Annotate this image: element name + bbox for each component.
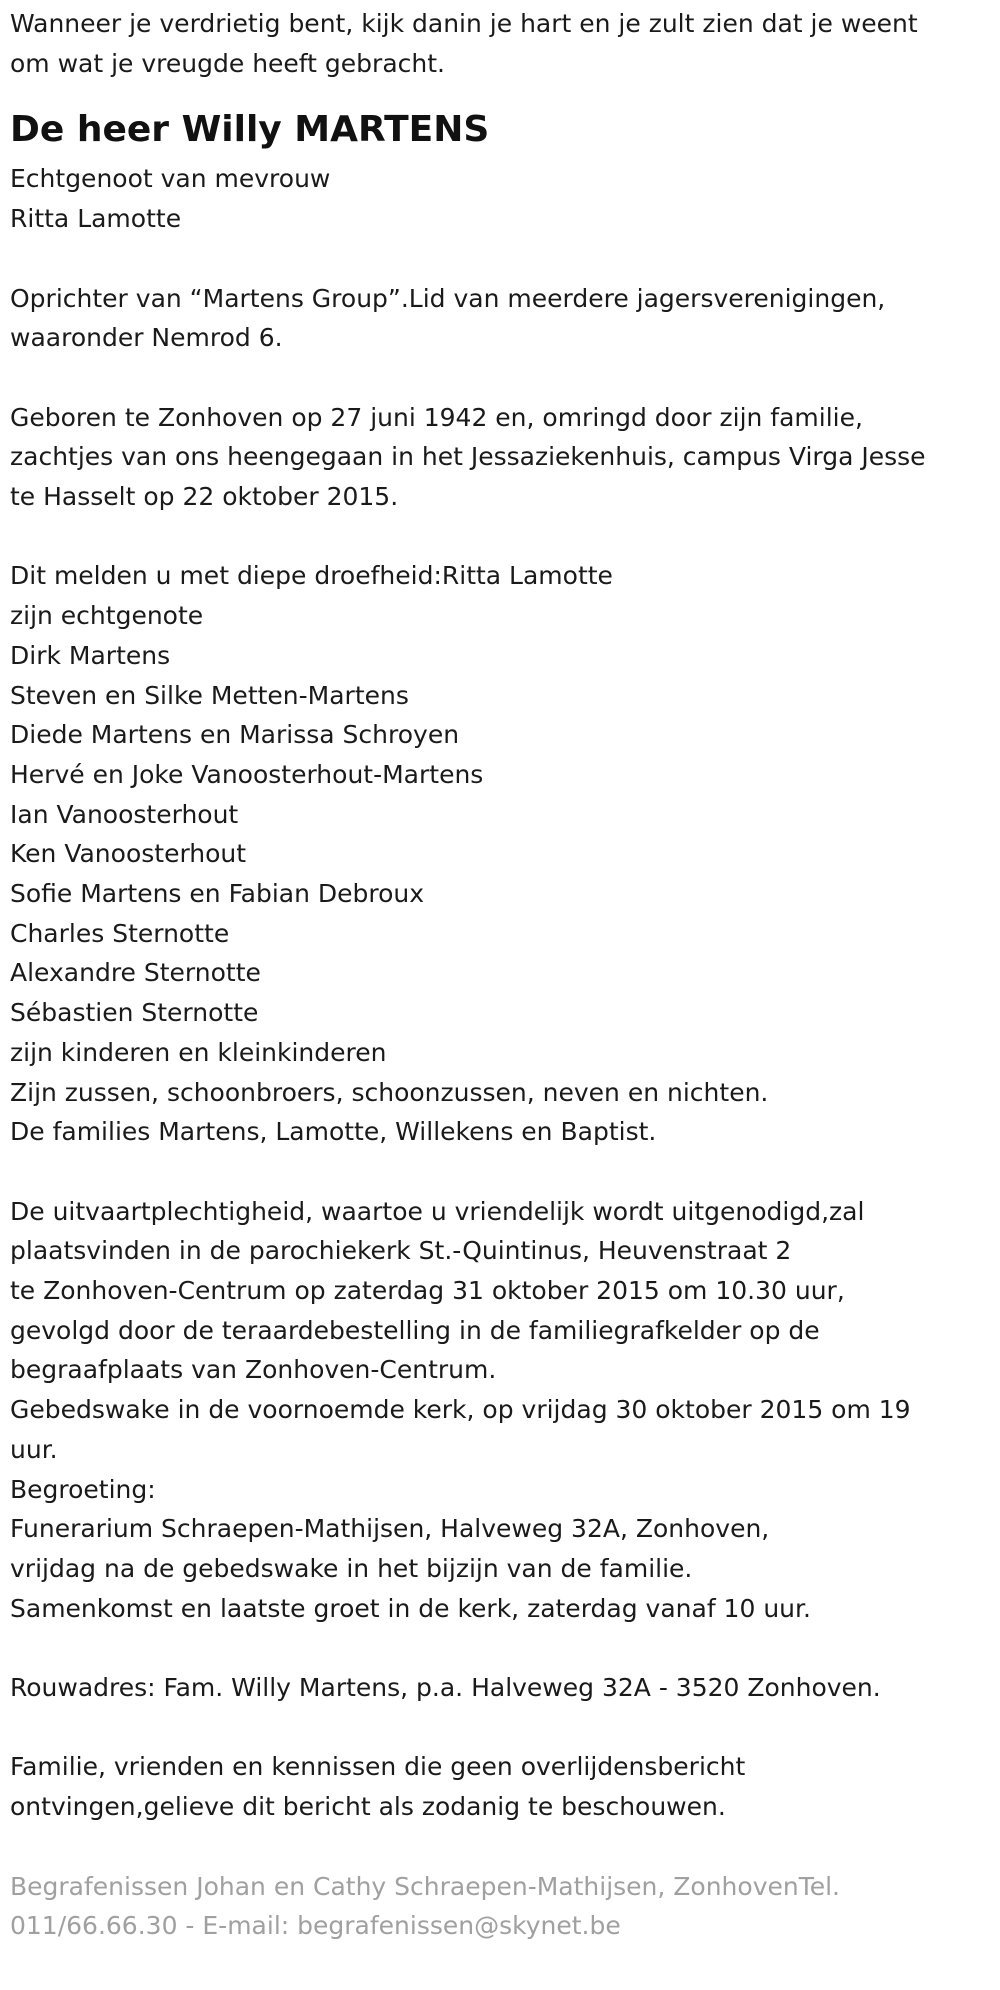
family-line: Sébastien Sternotte	[10, 998, 259, 1028]
notice-line: ontvingen,gelieve dit bericht als zodanig te beschouwen.	[10, 1792, 726, 1822]
ceremony-block	[10, 1192, 990, 1629]
spacer	[10, 1628, 990, 1668]
family-line: Ken Vanoosterhout	[10, 839, 247, 869]
spacer	[10, 1708, 990, 1748]
ceremony-line: Gebedswake in de voornoemde kerk, op vrijdag 30 oktober 2015 om 19	[10, 1395, 911, 1425]
ceremony-line: begraafplaats van Zonhoven-Centrum.	[10, 1355, 497, 1385]
founder-line: waaronder Nemrod 6.	[10, 323, 283, 353]
family-line: Ian Vanoosterhout	[10, 799, 239, 829]
family-line: Alexandre Sternotte	[10, 958, 261, 988]
quote-line: Wanneer je verdrietig bent, kijk danin je hart en je zult zien dat je weent	[10, 9, 918, 38]
ceremony-line: te Zonhoven-Centrum op zaterdag 31 oktober 2015 om 10.30 uur,	[10, 1276, 845, 1306]
ceremony-line: Samenkomst en laatste groet in de kerk, zaterdag vanaf 10 uur.	[10, 1593, 811, 1623]
footer-line: 011/66.66.30 - E-mail: begrafenissen@skynet.be	[10, 1911, 621, 1941]
family-line: zijn kinderen en kleinkinderen	[10, 1037, 387, 1067]
ceremony-line: De uitvaartplechtigheid, waartoe u vriendelijk wordt uitgenodigd,zal	[10, 1196, 865, 1226]
deceased-name: De heer Willy MARTENS	[10, 109, 490, 151]
family-line: Hervé en Joke Vanoosterhout-Martens	[10, 759, 484, 789]
family-line: Charles Sternotte	[10, 918, 230, 948]
footer-line: Begrafenissen Johan en Cathy Schraepen-Mathijsen, ZonhovenTel.	[10, 1871, 841, 1901]
family-line: De families Martens, Lamotte, Willekens en Baptist.	[10, 1117, 657, 1147]
family-line: Sofie Martens en Fabian Debroux	[10, 879, 425, 909]
spouse-line: Echtgenoot van mevrouw	[10, 164, 331, 194]
birth-line: te Hasselt op 22 oktober 2015.	[10, 482, 399, 511]
family-line: zijn echtgenote	[10, 601, 204, 631]
family-line: Steven en Silke Metten-Martens	[10, 680, 409, 710]
spacer	[10, 1152, 990, 1192]
quote-line: om wat je vreugde heeft gebracht.	[10, 48, 445, 78]
spacer	[10, 1827, 990, 1867]
ceremony-line: uur.	[10, 1434, 58, 1464]
mourning-address: Rouwadres: Fam. Willy Martens, p.a. Halveweg 32A - 3520 Zonhoven.	[10, 1673, 881, 1703]
birth-line: zachtjes van ons heengegaan in het Jessaziekenhuis, campus Virga Jesse	[10, 442, 926, 472]
family-line: Dit melden u met diepe droefheid:Ritta Lamotte	[10, 561, 613, 591]
spouse-line: Ritta Lamotte	[10, 204, 182, 234]
ceremony-line: Funerarium Schraepen-Mathijsen, Halveweg 32A, Zonhoven,	[10, 1514, 770, 1544]
notice-line: Familie, vrienden en kennissen die geen overlijdensbericht	[10, 1752, 746, 1782]
family-block	[10, 556, 990, 1152]
funeral-home-footer	[10, 1867, 990, 1946]
address-block	[10, 1668, 990, 1708]
notice-block	[10, 1747, 990, 1826]
quote-block	[10, 4, 990, 83]
ceremony-line: vrijdag na de gebedswake in het bijzijn van de familie.	[10, 1553, 693, 1583]
founder-block	[10, 279, 990, 358]
spouse-block	[10, 159, 990, 238]
spacer	[10, 517, 990, 557]
family-line: Diede Martens en Marissa Schroyen	[10, 720, 460, 750]
family-line: Dirk Martens	[10, 640, 171, 670]
birth-line: Geboren te Zonhoven op 27 juni 1942 en, omringd door zijn familie,	[10, 402, 863, 432]
spacer	[10, 358, 990, 398]
family-line: Zijn zussen, schoonbroers, schoonzussen, neven en nichten.	[10, 1077, 769, 1107]
ceremony-line: gevolgd door de teraardebestelling in de familiegrafkelder op de	[10, 1315, 820, 1345]
spacer	[10, 239, 990, 279]
founder-line: Oprichter van “Martens Group”.Lid van meerdere jagersverenigingen,	[10, 283, 886, 313]
birth-death-block	[10, 398, 990, 517]
ceremony-line: plaatsvinden in de parochiekerk St.-Quintinus, Heuvenstraat 2	[10, 1236, 792, 1266]
ceremony-line: Begroeting:	[10, 1474, 156, 1504]
